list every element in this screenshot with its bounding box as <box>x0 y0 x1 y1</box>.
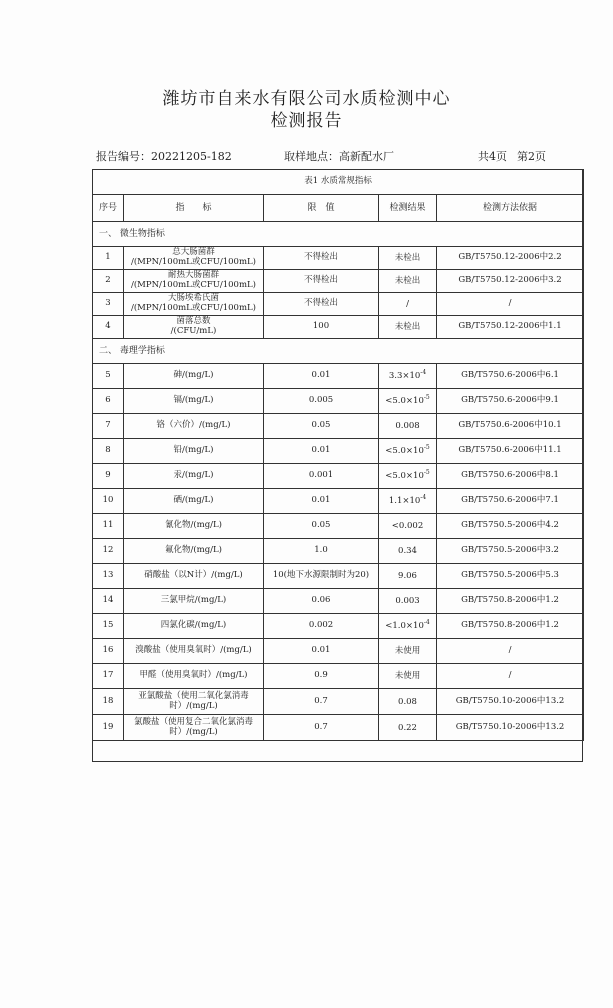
method-standard: GB/T5750.5-2006中3.2 <box>437 539 584 564</box>
row-number: 8 <box>93 439 124 464</box>
row-number: 19 <box>93 715 124 741</box>
result-mantissa: 0.34 <box>398 546 417 557</box>
test-result <box>379 664 437 689</box>
row-number: 11 <box>93 514 124 539</box>
indicator-name: 总大肠菌群 /(MPN/100mL或CFU/100mL) <box>124 247 264 270</box>
table-row <box>93 439 584 464</box>
method-standard: GB/T5750.6-2006中9.1 <box>437 389 584 414</box>
test-result <box>379 316 437 339</box>
method-standard: GB/T5750.6-2006中11.1 <box>437 439 584 464</box>
indicator-name: 四氯化碳/(mg/L) <box>124 614 264 639</box>
result-mantissa: 未检出 <box>394 253 421 264</box>
section-row <box>93 222 584 247</box>
sampling-location: 取样地点：高新配水厂 <box>284 150 394 163</box>
table-row <box>93 270 584 293</box>
limit-value: 100 <box>264 316 379 339</box>
method-standard: GB/T5750.10-2006中13.2 <box>437 715 584 741</box>
row-number: 17 <box>93 664 124 689</box>
result-mantissa: 未使用 <box>394 646 421 657</box>
indicator-name: 菌落总数 /(CFU/mL) <box>124 316 264 339</box>
method-standard: GB/T5750.10-2006中13.2 <box>437 689 584 715</box>
limit-value: 0.01 <box>264 639 379 664</box>
result-mantissa: <5.0×10 <box>385 446 424 457</box>
limit-value: 1.0 <box>264 539 379 564</box>
table-row <box>93 293 584 316</box>
table-row <box>93 564 584 589</box>
indicator-name: 甲醛（使用臭氧时）/(mg/L) <box>124 664 264 689</box>
indicator-name: 大肠埃希氏菌 /(MPN/100mL或CFU/100mL) <box>124 293 264 316</box>
limit-value: 不得检出 <box>264 293 379 316</box>
result-mantissa: 未检出 <box>394 322 421 333</box>
table-row <box>93 639 584 664</box>
method-standard: GB/T5750.5-2006中5.3 <box>437 564 584 589</box>
limit-value: 0.01 <box>264 439 379 464</box>
indicator-name: 氟化物/(mg/L) <box>124 539 264 564</box>
row-number: 14 <box>93 589 124 614</box>
indicator-name: 氯酸盐（使用复合二氧化氯消毒时）/(mg/L) <box>124 715 264 741</box>
result-mantissa: 9.06 <box>398 571 417 582</box>
result-mantissa: 0.008 <box>395 421 420 432</box>
test-result <box>379 639 437 664</box>
row-number: 15 <box>93 614 124 639</box>
method-standard: GB/T5750.12-2006中2.2 <box>437 247 584 270</box>
method-standard: GB/T5750.5-2006中4.2 <box>437 514 584 539</box>
indicator-name: 氰化物/(mg/L) <box>124 514 264 539</box>
result-mantissa: <5.0×10 <box>385 396 424 407</box>
table-row <box>93 664 584 689</box>
test-result <box>379 270 437 293</box>
total-pages: 共4页 <box>478 150 507 163</box>
limit-value: 0.01 <box>264 489 379 514</box>
col-header-method: 检测方法依据 <box>437 195 584 222</box>
table-row <box>93 715 584 741</box>
limit-value: 0.01 <box>264 364 379 389</box>
method-standard: GB/T5750.6-2006中6.1 <box>437 364 584 389</box>
section-row <box>93 339 584 364</box>
test-result <box>379 439 437 464</box>
row-number: 4 <box>93 316 124 339</box>
indicator-name: 亚氯酸盐（使用二氧化氯消毒时）/(mg/L) <box>124 689 264 715</box>
table-row <box>93 247 584 270</box>
method-standard: / <box>437 639 584 664</box>
indicator-name: 镉/(mg/L) <box>124 389 264 414</box>
result-mantissa: 未使用 <box>394 671 421 682</box>
result-mantissa: 1.1×10 <box>388 496 421 507</box>
test-result <box>379 389 437 414</box>
table-row <box>93 464 584 489</box>
table-row <box>93 589 584 614</box>
report-number: 报告编号：20221205-182 <box>96 150 232 163</box>
col-header-item: 指 标 <box>124 195 264 222</box>
method-standard: GB/T5750.12-2006中1.1 <box>437 316 584 339</box>
table-row <box>93 514 584 539</box>
col-header-no: 序号 <box>93 195 124 222</box>
test-result <box>379 514 437 539</box>
result-mantissa: 未检出 <box>394 276 421 287</box>
report-title: 检测报告 <box>270 111 343 131</box>
method-standard: GB/T5750.8-2006中1.2 <box>437 614 584 639</box>
row-number: 13 <box>93 564 124 589</box>
result-mantissa: 0.08 <box>398 696 417 707</box>
row-number: 5 <box>93 364 124 389</box>
indicator-name: 硒/(mg/L) <box>124 489 264 514</box>
result-mantissa: 0.003 <box>395 596 420 607</box>
method-standard: GB/T5750.12-2006中3.2 <box>437 270 584 293</box>
result-exponent: -5 <box>423 394 430 402</box>
limit-value: 0.06 <box>264 589 379 614</box>
test-result <box>379 589 437 614</box>
limit-value: 0.005 <box>264 389 379 414</box>
table-row <box>93 689 584 715</box>
limit-value: 0.7 <box>264 689 379 715</box>
limit-value: 0.7 <box>264 715 379 741</box>
result-exponent: -4 <box>420 494 427 502</box>
indicator-name: 硝酸盐（以N计）/(mg/L) <box>124 564 264 589</box>
result-mantissa: <0.002 <box>391 521 424 532</box>
test-result <box>379 539 437 564</box>
table-row <box>93 614 584 639</box>
water-quality-table <box>92 169 584 741</box>
row-number: 12 <box>93 539 124 564</box>
result-mantissa: <1.0×10 <box>385 621 424 632</box>
row-number: 9 <box>93 464 124 489</box>
test-result <box>379 715 437 741</box>
indicator-name: 汞/(mg/L) <box>124 464 264 489</box>
method-standard: / <box>437 293 584 316</box>
indicator-name: 三氯甲烷/(mg/L) <box>124 589 264 614</box>
method-standard: GB/T5750.8-2006中1.2 <box>437 589 584 614</box>
indicator-name: 砷/(mg/L) <box>124 364 264 389</box>
method-standard: GB/T5750.6-2006中7.1 <box>437 489 584 514</box>
test-result <box>379 564 437 589</box>
result-mantissa: <5.0×10 <box>385 471 424 482</box>
col-header-limit: 限 值 <box>264 195 379 222</box>
result-exponent: -5 <box>423 444 430 452</box>
org-title: 潍坊市自来水有限公司水质检测中心 <box>162 89 451 109</box>
current-page: 第2页 <box>517 150 546 163</box>
result-mantissa: 3.3×10 <box>388 371 421 382</box>
table-row <box>93 316 584 339</box>
test-result <box>379 414 437 439</box>
row-number: 16 <box>93 639 124 664</box>
row-number: 1 <box>93 247 124 270</box>
indicator-name: 溴酸盐（使用臭氧时）/(mg/L) <box>124 639 264 664</box>
method-standard: GB/T5750.6-2006中8.1 <box>437 464 584 489</box>
row-number: 3 <box>93 293 124 316</box>
row-number: 18 <box>93 689 124 715</box>
method-standard: GB/T5750.6-2006中10.1 <box>437 414 584 439</box>
table-row <box>93 489 584 514</box>
result-exponent: -5 <box>423 469 430 477</box>
row-number: 7 <box>93 414 124 439</box>
limit-value: 0.001 <box>264 464 379 489</box>
section-title: 一、 微生物指标 <box>93 222 584 247</box>
col-header-result: 检测结果 <box>379 195 437 222</box>
result-mantissa: 0.22 <box>398 722 417 733</box>
limit-value: 0.05 <box>264 514 379 539</box>
test-result <box>379 464 437 489</box>
table-row <box>93 364 584 389</box>
limit-value: 不得检出 <box>264 247 379 270</box>
test-result <box>379 364 437 389</box>
table-row <box>93 539 584 564</box>
page-indicator <box>478 148 546 164</box>
limit-value: 0.002 <box>264 614 379 639</box>
method-standard: / <box>437 664 584 689</box>
table-row <box>93 389 584 414</box>
result-exponent: -4 <box>423 619 430 627</box>
row-number: 10 <box>93 489 124 514</box>
result-mantissa: / <box>406 299 409 310</box>
limit-value: 10(地下水源限制时为20) <box>264 564 379 589</box>
limit-value: 0.9 <box>264 664 379 689</box>
indicator-name: 铬（六价）/(mg/L) <box>124 414 264 439</box>
test-result <box>379 614 437 639</box>
indicator-name: 铅/(mg/L) <box>124 439 264 464</box>
limit-value: 不得检出 <box>264 270 379 293</box>
limit-value: 0.05 <box>264 414 379 439</box>
row-number: 6 <box>93 389 124 414</box>
result-exponent: -4 <box>420 369 427 377</box>
table-row <box>93 414 584 439</box>
indicator-name: 耐热大肠菌群 /(MPN/100mL或CFU/100mL) <box>124 270 264 293</box>
test-result <box>379 293 437 316</box>
test-result <box>379 247 437 270</box>
table-caption: 表1 水质常规指标 <box>93 170 584 195</box>
test-result <box>379 489 437 514</box>
section-title: 二、 毒理学指标 <box>93 339 584 364</box>
test-result <box>379 689 437 715</box>
row-number: 2 <box>93 270 124 293</box>
